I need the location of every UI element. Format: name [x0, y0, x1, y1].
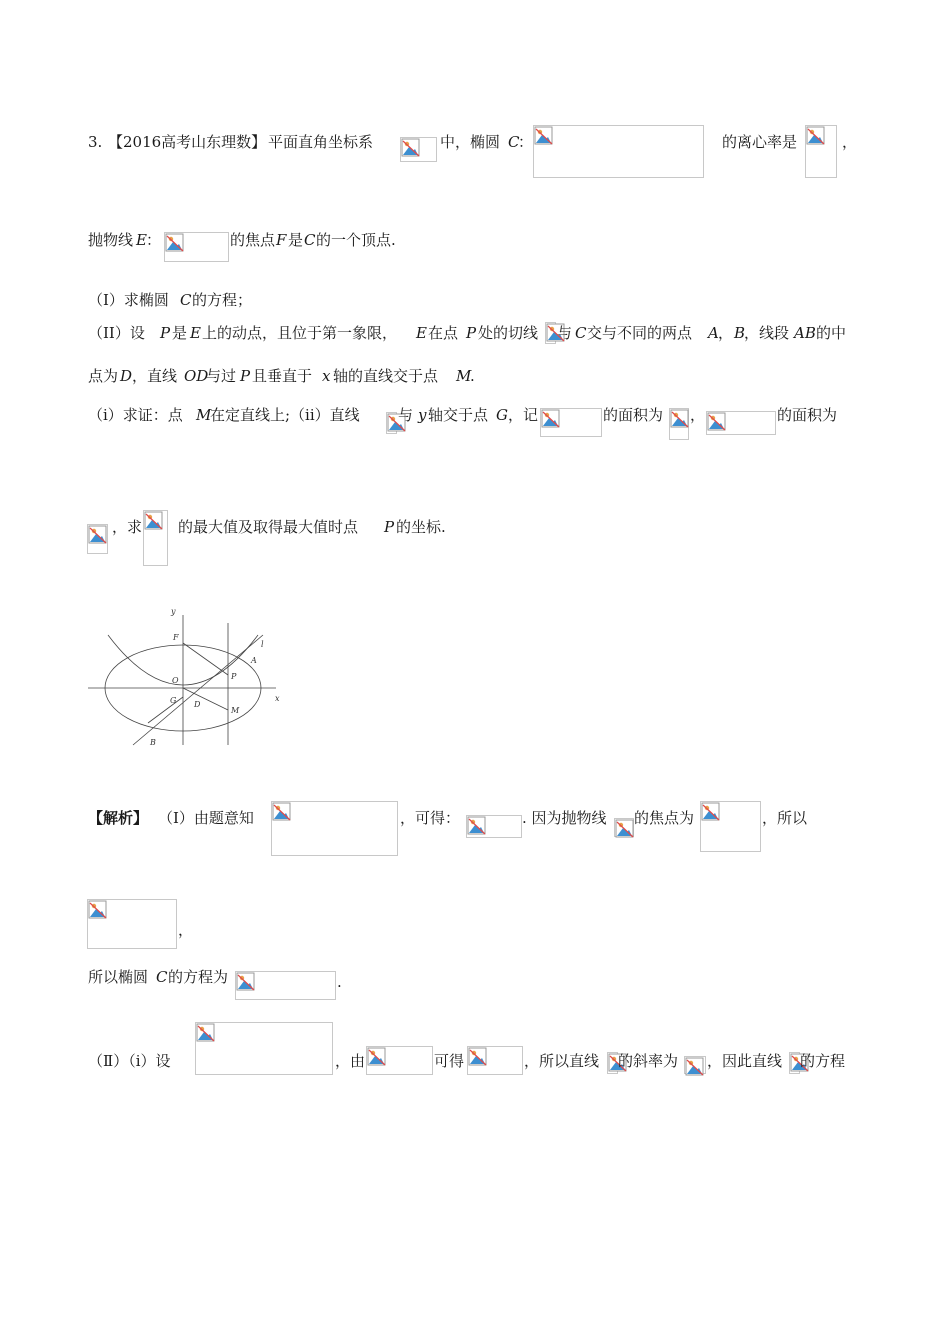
var-E: E	[190, 324, 201, 342]
var-M: M	[196, 406, 212, 424]
part-2: 是	[172, 324, 188, 342]
var-C: C	[304, 231, 316, 249]
var-A: A	[708, 324, 719, 342]
sub-question: 在定直线上;（ii）直线	[210, 406, 360, 424]
solution-text: 可得	[434, 1052, 465, 1070]
solution-text: （Ⅰ）由题意知	[158, 809, 254, 827]
broken-image-icon	[272, 802, 292, 822]
part-1: （I）求椭圆	[88, 291, 169, 309]
problem-text: 的离心率是	[722, 133, 798, 151]
problem-source: 【2016高考山东理数】	[108, 133, 267, 151]
problem-text: 抛物线	[88, 231, 134, 249]
solution-text: ，所以直线	[524, 1052, 600, 1070]
var-G: G	[496, 406, 508, 424]
broken-image-icon	[685, 1057, 705, 1077]
broken-image-icon	[367, 1047, 387, 1067]
var-D: D	[120, 367, 133, 385]
formula-image	[271, 801, 398, 856]
formula-image	[164, 232, 229, 262]
formula-image	[545, 322, 556, 344]
solution-text: 的方程	[800, 1052, 846, 1070]
part-2: 且垂直于	[252, 367, 313, 385]
var-AB: AB	[794, 324, 816, 342]
part-2: 处的切线	[478, 324, 539, 342]
solution-text: .	[337, 973, 342, 991]
var-M: M	[456, 367, 472, 385]
label-B: B	[150, 738, 156, 747]
part-2: 点为	[88, 367, 119, 385]
problem-text: 是	[288, 231, 304, 249]
sub-question: ，	[690, 406, 706, 424]
part-2: ，直线	[132, 367, 178, 385]
broken-image-icon	[165, 233, 185, 253]
sub-question: 与	[398, 406, 414, 424]
ask-text: 的坐标.	[396, 518, 446, 536]
formula-image	[366, 1046, 433, 1075]
line-OD	[183, 688, 228, 710]
broken-image-icon	[196, 1023, 216, 1043]
formula-image	[789, 1052, 800, 1074]
part-2: 与过	[206, 367, 237, 385]
part-2: 交与不同的两点	[587, 324, 693, 342]
broken-image-icon	[707, 412, 727, 432]
solution-text: 的焦点为	[634, 809, 695, 827]
segment-FP	[183, 643, 228, 675]
part-2: （II）设	[88, 324, 145, 342]
formula-image	[466, 815, 522, 838]
problem-text: ，	[842, 133, 858, 151]
label-O: O	[172, 676, 179, 685]
formula-image	[706, 411, 776, 435]
part-2: 在点	[428, 324, 459, 342]
formula-image	[195, 1022, 333, 1075]
formula-image	[533, 125, 704, 178]
part-2: 的中	[816, 324, 847, 342]
broken-image-icon	[701, 802, 721, 822]
solution-text: ，所以	[762, 809, 808, 827]
formula-image	[87, 899, 177, 949]
tangent-line-l	[133, 635, 263, 745]
formula-image	[386, 412, 397, 434]
label-A: A	[251, 656, 257, 665]
label-D: D	[194, 700, 201, 709]
formula-image	[87, 524, 108, 554]
var-P: P	[160, 324, 171, 342]
var-E: E	[136, 231, 147, 249]
var-F: F	[276, 231, 287, 249]
label-l: l	[261, 640, 264, 649]
var-C: C	[180, 291, 192, 309]
var-E: E	[416, 324, 427, 342]
broken-image-icon	[144, 511, 164, 531]
broken-image-icon	[806, 126, 826, 146]
problem-text: ：	[146, 231, 162, 249]
formula-image	[143, 510, 168, 566]
broken-image-icon	[236, 972, 256, 992]
geometry-figure	[88, 605, 288, 750]
problem-text: ：	[518, 133, 534, 151]
broken-image-icon	[88, 900, 108, 920]
broken-image-icon	[541, 409, 561, 429]
sub-question: （i）求证：点	[88, 406, 183, 424]
part-2: ，线段	[744, 324, 790, 342]
solution-text: （Ⅱ）（i）设	[88, 1052, 171, 1070]
part-2: 上的动点，且位于第一象限，	[202, 324, 398, 342]
formula-image	[700, 801, 761, 852]
formula-image	[540, 408, 602, 437]
label-M: M	[231, 706, 240, 715]
var-y: y	[418, 406, 427, 424]
problem-text: 中，椭圆	[440, 133, 501, 151]
sub-question: ，记	[508, 406, 539, 424]
var-x: x	[322, 367, 331, 385]
var-P: P	[384, 518, 395, 536]
broken-image-icon	[468, 1047, 488, 1067]
part-2: ，	[718, 324, 734, 342]
ask-text: ，求	[112, 518, 143, 536]
problem-text: 的一个顶点.	[316, 231, 396, 249]
formula-image	[669, 408, 689, 440]
formula-image	[607, 1052, 618, 1074]
ask-text: 的最大值及取得最大值时点	[178, 518, 359, 536]
var-C: C	[575, 324, 587, 342]
var-C: C	[156, 968, 168, 986]
solution-text: 的斜率为	[618, 1052, 679, 1070]
segment-GB	[148, 697, 183, 723]
solution-text: ，	[178, 921, 194, 939]
label-F: F	[173, 633, 179, 642]
var-B: B	[734, 324, 746, 342]
var-P: P	[466, 324, 477, 342]
sub-question: 的面积为	[777, 406, 838, 424]
broken-image-icon	[670, 409, 690, 429]
problem-text: 平面直角坐标系	[268, 133, 374, 151]
label-G: G	[170, 696, 177, 705]
formula-image	[467, 1046, 523, 1075]
sub-question: 轴交于点	[428, 406, 489, 424]
part-2: .	[470, 367, 475, 385]
solution-text: ，可得：	[400, 809, 461, 827]
solution-text: 所以椭圆	[88, 968, 149, 986]
problem-text: 的焦点	[230, 231, 276, 249]
label-y: y	[171, 607, 176, 616]
solution-text: ，由	[335, 1052, 366, 1070]
solution-text: ，因此直线	[707, 1052, 783, 1070]
solution-heading: 【解析】	[88, 809, 149, 827]
broken-image-icon	[88, 525, 108, 545]
formula-image	[235, 971, 336, 1000]
broken-image-icon	[615, 819, 635, 839]
label-P: P	[231, 672, 237, 681]
solution-text: 的方程为	[168, 968, 229, 986]
problem-number: 3.	[88, 133, 103, 151]
solution-text: . 因为抛物线	[522, 809, 607, 827]
formula-image	[614, 818, 634, 837]
var-OD: OD	[184, 367, 209, 385]
part-2: 轴的直线交于点	[333, 367, 439, 385]
broken-image-icon	[401, 138, 421, 158]
broken-image-icon	[534, 126, 554, 146]
part-1: 的方程；	[192, 291, 253, 309]
var-C: C	[508, 133, 520, 151]
formula-image	[400, 137, 437, 162]
var-P: P	[240, 367, 251, 385]
formula-image	[805, 125, 837, 178]
broken-image-icon	[467, 816, 487, 836]
part-2: 与	[557, 324, 573, 342]
label-x: x	[275, 694, 280, 703]
sub-question: 的面积为	[603, 406, 664, 424]
formula-image	[684, 1056, 706, 1074]
